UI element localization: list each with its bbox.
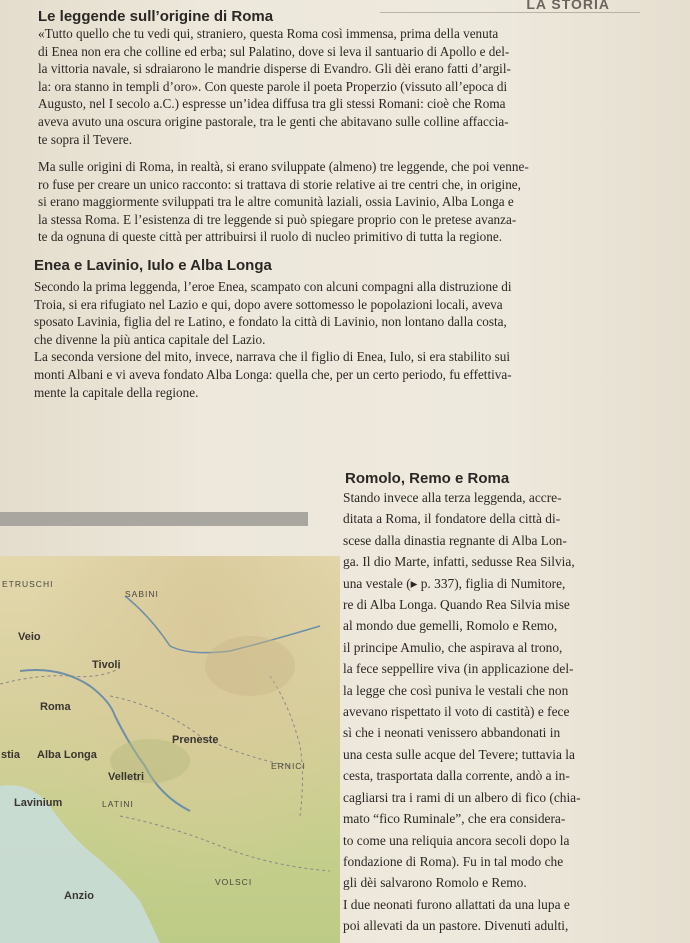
section-title-enea: Enea e Lavinio, Iulo e Alba Longa (34, 257, 272, 274)
text-line: monti Albani e vi aveva fondato Alba Longa: quella che, per un certo periodo, fu effettiva- (34, 366, 512, 382)
text-line: si erano maggiormente sviluppati tra le altre comunità laziali, ossia Lavinio, Alba Longa e (38, 194, 514, 210)
text-line: La seconda versione del mito, invece, narrava che il figlio di Enea, Iulo, si era stabilito sui (34, 349, 511, 365)
label-sabini: SABINI (125, 589, 159, 599)
text-line: che divenne la più antica capitale del Lazio. (34, 331, 266, 347)
text-line: cesta, trasportata dalla corrente, andò a in- (343, 768, 570, 784)
text-line: la vittoria navale, si sdraiarono le mandrie disperse di Evandro. Gli dèi erano fatti d’argil- (38, 61, 511, 77)
label-latini: LATINI (102, 799, 134, 809)
region-border (120, 816, 330, 871)
text-line: mato “fico Ruminale”, che era considera- (343, 811, 566, 827)
text-line: I due neonati furono allattati da una lupa e (343, 896, 570, 912)
label-veio: Veio (18, 631, 41, 643)
text-line: di Enea non era che colline ed erba; sul Palatino, dove si leva il santuario di Apollo e del- (38, 43, 510, 59)
text-line: to come una reliquia ancora secoli dopo la (343, 832, 570, 848)
text-line: ga. Il dio Marte, infatti, sedusse Rea Silvia, (343, 554, 575, 570)
label-lavinium: Lavinium (14, 797, 63, 809)
text-line: Secondo la prima leggenda, l’eroe Enea, scampato con alcuni compagni alla distruzione di (34, 279, 512, 294)
text-line: cagliarsi tra i rami di un albero di fico (chia- (343, 789, 581, 805)
label-ostia: stia (1, 749, 20, 761)
label-roma: Roma (40, 701, 71, 713)
text-line: «Tutto quello che tu vedi qui, straniero, questa Roma così immensa, prima della venuta (38, 26, 499, 41)
text-line: ditata a Roma, il fondatore della città di- (343, 511, 561, 527)
text-line: te da ognuna di queste città per attribuirsi il ruolo di nucleo primitivo di tutta la regione. (38, 229, 503, 245)
text-line: ro fuse per creare un unico racconto: si trattava di storie relative ai tre centri che, in origine, (38, 176, 521, 192)
label-etruschi: ETRUSCHI (2, 579, 54, 589)
text-line: la legge che così puniva le vestali che non (343, 682, 569, 698)
latium-map (0, 556, 340, 943)
decorative-bar (0, 512, 308, 526)
text-line: re di Alba Longa. Quando Rea Silvia mise (343, 597, 570, 613)
text-line: sposato Lavinia, figlia del re Latino, e fondato la città di Lavinio, non lontano dalla costa, (34, 314, 507, 330)
section3-paragraph (343, 487, 681, 937)
text-line: il principe Amulio, che aspirava al trono, (343, 639, 563, 655)
label-anzio: Anzio (64, 890, 94, 902)
label-ernici: ERNICI (271, 761, 306, 771)
section2-paragraph (34, 278, 660, 401)
text-line: poi allevati da un pastore. Divenuti adulti, (343, 918, 569, 934)
label-tivoli: Tivoli (92, 659, 121, 671)
text-line: sì che i neonati venissero abbandonati in (343, 725, 561, 741)
text-line: Augusto, nel I secolo a.C.) espresse un’idea diffusa tra gli stessi Romani: cioè che Roma (38, 96, 506, 112)
text-line: una cesta sulle acque del Tevere; tuttavia la (343, 746, 575, 762)
text-line: te sopra il Tevere. (38, 131, 133, 147)
text-line: una vestale (▸ p. 337), figlia di Numitore, (343, 575, 566, 591)
label-volsci: VOLSCI (215, 877, 253, 887)
section-title-romolo: Romolo, Remo e Roma (345, 470, 510, 487)
text-line: al mondo due gemelli, Romolo e Remo, (343, 618, 558, 634)
text-line: gli dèi salvarono Romolo e Remo. (343, 875, 527, 891)
text-line: Stando invece alla terza leggenda, accre- (343, 490, 562, 505)
hills (205, 636, 295, 696)
section-title-origins: Le leggende sull’origine di Roma (38, 8, 274, 25)
label-alba-longa: Alba Longa (37, 749, 97, 761)
running-head: LA STORIA (380, 0, 640, 13)
text-line: mente la capitale della regione. (34, 384, 199, 400)
text-line: la: ora stanno in templi d’oro». Con queste parole il poeta Properzio (vissuto all’epoca di (38, 78, 508, 94)
label-velletri: Velletri (108, 771, 145, 783)
text-line: fondazione di Roma). Fu in tal modo che (343, 853, 564, 869)
text-line: scese dalla dinastia regnante di Alba Lon- (343, 532, 567, 548)
text-line: avevano rispettato il voto di castità) e fece (343, 704, 570, 720)
region-border (270, 676, 303, 816)
text-line: Troia, si era rifugiato nel Lazio e qui, dopo avere sottomesso le popolazioni locali, aveva (34, 296, 503, 312)
text-line: Ma sulle origini di Roma, in realtà, si erano sviluppate (almeno) tre leggende, che poi venne- (38, 159, 529, 174)
section1-paragraph-2 (38, 158, 662, 246)
label-preneste: Preneste (172, 734, 219, 746)
section1-paragraph-1 (38, 25, 654, 148)
text-line: aveva avuto una oscura origine pastorale, tra le genti che abitavano sulle colline affaccia- (38, 113, 509, 129)
text-line: la fece seppellire viva (in applicazione del- (343, 661, 574, 677)
text-line: la stessa Roma. E l’esistenza di tre leggende si può spiegare proprio con le pretese avanza- (38, 211, 517, 227)
